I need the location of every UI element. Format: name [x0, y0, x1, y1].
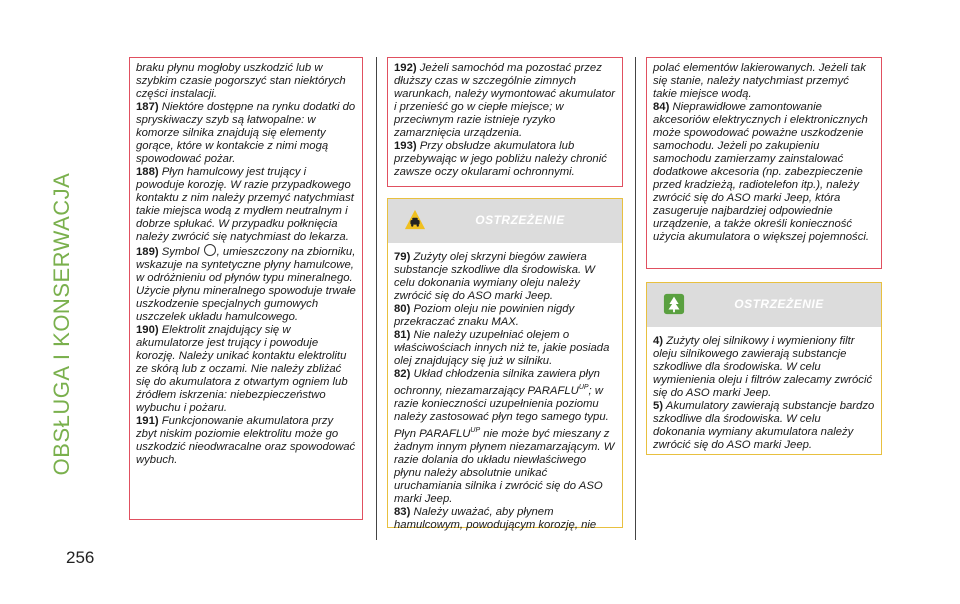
note-189: 189) Symbol , umieszczony na zbiorniku, wskazuje na syntetyczne płyny hamulcowe, w odróżnieniu od płynów typu mineralnego. Użycie płynu mineralnego spowoduje trwałe uszkodzenie specjalnych gumowych uszczelek układu hamulcowego. [136, 246, 356, 323]
warning-box-2 [646, 282, 882, 455]
note-83-continued: polać elementów lakierowanych. Jeżeli tak się stanie, należy natychmiast przemyć takie miejsce wodą. [653, 62, 866, 100]
note-187: 187) Niektóre dostępne na rynku dodatki do spryskiwaczy szyb są łatwopalne: w komorze silnika znajdują się elementy gorące, które w kontakcie z nimi mogą spowodować pożar. [136, 101, 356, 165]
note-192: 192) Jeżeli samochód ma pozostać przez dłuższy czas w szczególnie zimnych warunkach, należy wymontować akumulator i przenieść go w ciepłe miejsce; w przeciwnym razie istnieje ryzyko zamarznięcia urządzenia. [394, 62, 616, 139]
note-83: 83) Należy uważać, aby płynem hamulcowym, powodującym korozję, nie [394, 505, 597, 531]
brake-fluid-symbol-icon [204, 244, 216, 256]
note-84: 84) Nieprawidłowe zamontowanie akcesoriów elektrycznych i elektronicznych może spowodować poważne uszkodzenie samochodu. Jeżeli po zakupieniu samochodu zamierzamy zainstalować dodatkowe akcesoria (np. zabezpieczenie przed kradzieżą, radiotelefon itp.), należy zwrócić się do ASO marki Jeep, która zasugeruje najbardziej odpowiednie urządzenie, a także określi konieczność użycia akumulatora o większej pojemności. [653, 101, 869, 243]
column-2-notes [387, 57, 623, 187]
note-79: 79) Zużyty olej skrzyni biegów zawiera substancje szkodliwe dla środowiska. W celu dokonania wymiany oleju należy zwrócić się do ASO marki Jeep. [394, 251, 595, 302]
note-81: 81) Nie należy uzupełniać olejem o właściwościach innych niż te, jakie posiada olej znajdujący się już w silniku. [394, 329, 610, 367]
note-188: 188) Płyn hamulcowy jest trujący i powoduje korozję. W razie przypadkowego kontaktu z nim należy przemyć natychmiast takie miejsca wodą z mydłem neutralnym i dobrze spłukać. W przypadku połknięcia należy zwrócić się natychmiast do lekarza. [136, 166, 354, 243]
warning-header [388, 199, 622, 243]
note-82: 82) Układ chłodzenia silnika zawiera płyn ochronny, niezamarzający $PARAFLU^{UP}$; w razie konieczności uzupełnienia poziomu należy zastosować płyn tego samego typu. Płyn $PARAFLU^{UP}$ nie może być mieszany z żadnym innym płynem niezamarzającym. W razie dolania do układu niewłaściwego płynu należy absolutnie unikać uruchamiania silnika i zwrócić się do ASO marki Jeep. [394, 368, 615, 505]
warning-title: OSTRZEŻENIE [475, 213, 565, 227]
note-190: 190) Elektrolit znajdujący się w akumulatorze jest trujący i powoduje korozję. Należy unikać kontaktu elektrolitu ze skórą lub z oczami. Nie należy zbliżać się do akumulatora z otwartym ogniem lub źródłem iskrzenia: niebezpieczeństwo wybuchu i pożaru. [136, 324, 348, 414]
column-divider-1 [376, 57, 377, 540]
warning-box-1 [387, 198, 623, 531]
note-191: 191) Funkcjonowanie akumulatora przy zbyt niskim poziomie elektrolitu może go uszkodzić nieodwracalne oraz spowodować wybuch. [136, 415, 356, 466]
column-3-notes [646, 57, 882, 269]
note-193: 193) Przy obsłudze akumulatora lub przebywając w jego pobliżu należy chronić zawsze oczy okularami ochronnymi. [394, 140, 607, 178]
page-number: 256 [66, 548, 95, 567]
warning-title: OSTRZEŻENIE [734, 297, 824, 311]
note-5: 5) Akumulatory zawierają substancje bardzo szkodliwe dla środowiska. W celu dokonania wymiany akumulatora należy zwrócić się do ASO marki Jeep. [653, 400, 875, 451]
column-1-notes [129, 57, 363, 520]
note-80: 80) Poziom oleju nie powinien nigdy przekraczać znaku MAX. [394, 303, 575, 328]
column-divider-2 [635, 57, 636, 540]
warning-header [647, 283, 881, 327]
note-4: 4) Zużyty olej silnikowy i wymieniony filtr oleju silnikowego zawierają substancje szkodliwe dla środowiska. W celu wymienienia oleju i filtrów zalecamy zwrócić się do ASO marki Jeep. [653, 335, 873, 399]
note-intro: braku płynu mogłoby uszkodzić lub w szybkim czasie pogorszyć stan niektórych części instalacji. [136, 62, 346, 100]
